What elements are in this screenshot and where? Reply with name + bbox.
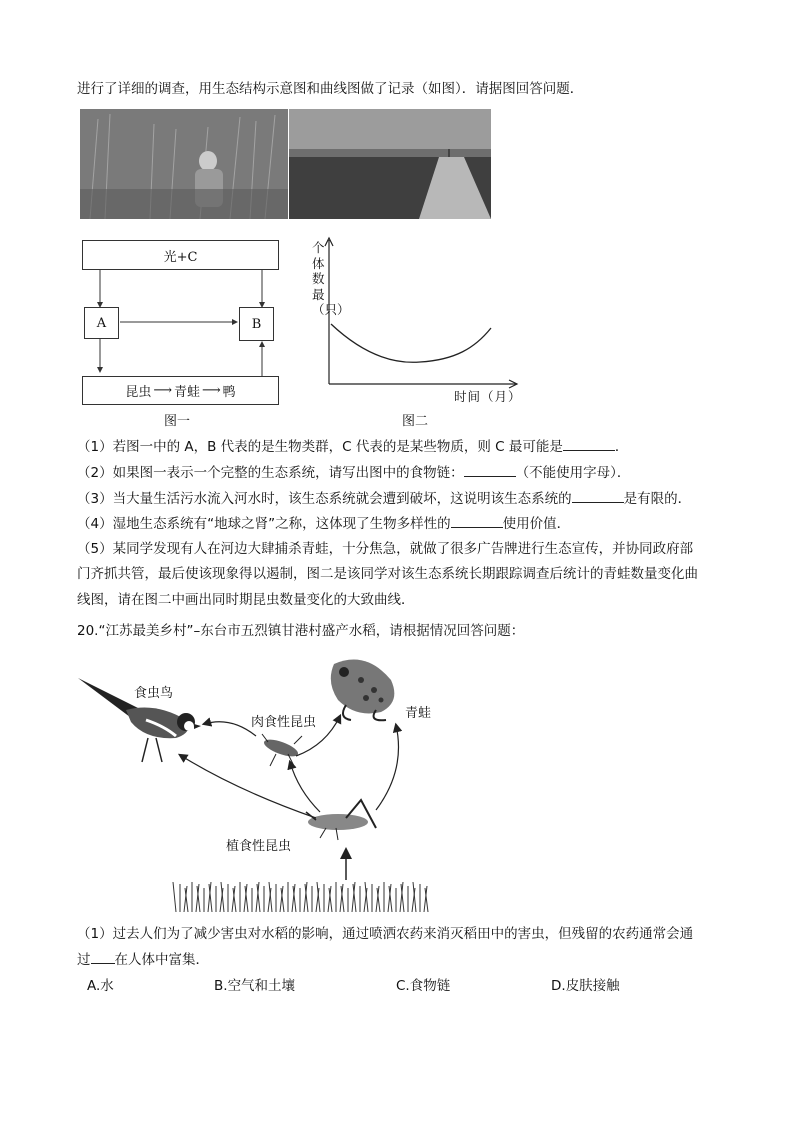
figure2-plot	[305, 236, 530, 406]
q19-1: （1）若图一中的 A，B 代表的是生物类群，C 代表的是某些物质，则 C 最可能是 ．	[77, 436, 628, 457]
chain-insect: 昆虫	[125, 385, 152, 400]
q20-title: 20.“江苏最美乡村”–东台市五烈镇甘港村盛产水稻，请根据情况回答问题：	[77, 623, 525, 639]
label-herbivore: 植食性昆虫	[226, 839, 292, 854]
chain-duck: 鸭	[222, 385, 236, 400]
q19-5-line1: （5）某同学发现有人在河边大肆捕杀青蛙，十分焦急，就做了很多广告牌进行生态宣传，并协同政府部	[77, 541, 694, 557]
option-d[interactable]: D.皮肤接触	[551, 978, 620, 994]
label-frog: 青蛙	[405, 706, 432, 721]
light-c-box: 光+C	[82, 240, 279, 270]
wetland-photo-left	[80, 109, 288, 219]
q19-5-line3: 线图，请在图二中画出同时期昆虫数量变化的大致曲线．	[77, 592, 415, 608]
q20-1-line2: 过 在人体中富集．	[77, 949, 209, 970]
frog-icon	[331, 660, 395, 721]
food-web-illustration	[76, 650, 436, 915]
q19-2: （2）如果图一表示一个完整的生态系统，请写出图中的食物链： （不能使用字母）．	[77, 462, 630, 483]
q19-3: （3）当大量生活污水流入河水时，该生态系统就会遭到破坏，这说明该生态系统的 是有限的．	[77, 488, 691, 509]
arrow-icon: ⟶	[153, 383, 172, 398]
intro-text: 进行了详细的调查，用生态结构示意图和曲线图做了记录（如图）．请据图回答问题．	[77, 81, 584, 97]
label-carnivore: 肉食性昆虫	[251, 715, 317, 730]
figure2-ylabel: 个体数最（只）	[312, 240, 350, 317]
q19-4: （4）湿地生态系统有“地球之肾”之称，这体现了生物多样性的 使用价值．	[77, 513, 570, 534]
figure2-caption: 图二	[402, 414, 429, 429]
carnivorous-insect-icon	[262, 734, 302, 766]
wetland-photo-right	[289, 109, 491, 219]
box-b: B	[239, 307, 274, 341]
option-a[interactable]: A.水	[87, 978, 114, 994]
q19-5-line2: 门齐抓共管，最后使该现象得以遏制，图二是该同学对该生态系统长期跟踪调查后统计的青蛙数量变化曲	[77, 566, 698, 582]
option-c[interactable]: C.食物链	[396, 978, 451, 994]
figure2-xlabel: 时间（月）	[454, 389, 522, 404]
q20-1-line1: （1）过去人们为了减少害虫对水稻的影响，通过喷洒农药来消灭稻田中的害虫，但残留的农药通常会通	[77, 926, 694, 942]
frog-curve	[331, 324, 491, 362]
rice-plants-icon	[173, 880, 432, 912]
figure1-caption: 图一	[164, 414, 191, 429]
option-b[interactable]: B.空气和土壤	[214, 978, 296, 994]
chain-frog: 青蛙	[173, 385, 200, 400]
box-a: A	[84, 307, 119, 339]
food-chain-box	[82, 376, 279, 405]
grasshopper-icon	[306, 800, 376, 840]
label-bird: 食虫鸟	[134, 686, 174, 701]
arrow-icon: ⟶	[202, 383, 221, 398]
